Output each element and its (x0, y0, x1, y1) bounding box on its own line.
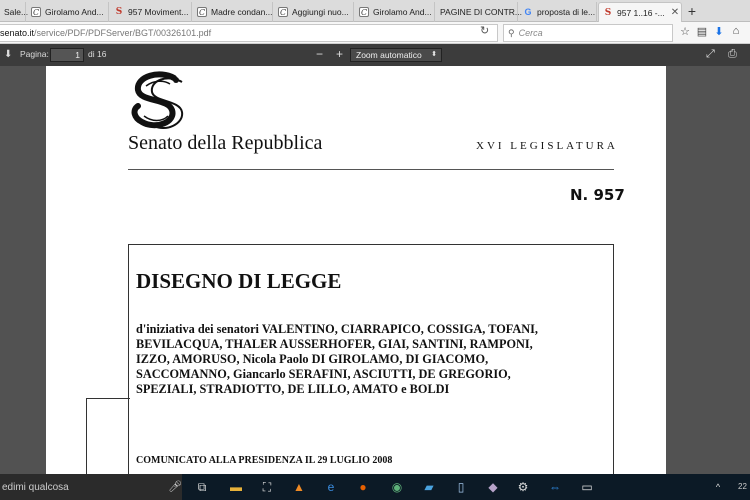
page-number-input[interactable]: 1 (50, 48, 84, 62)
firefox-icon[interactable]: ● (359, 480, 367, 494)
reload-icon[interactable]: ↻ (480, 25, 490, 37)
zoom-value: Zoom automatico (356, 50, 422, 60)
search-placeholder: Cerca (518, 28, 543, 38)
taskbar-search-text: edimi qualcosa (2, 481, 69, 493)
pdf-page (46, 66, 666, 486)
settings-gear-icon[interactable]: ⚙ (517, 480, 529, 494)
updown-icon: ⬍ (431, 51, 437, 58)
search-input[interactable] (503, 24, 673, 42)
browser-tab[interactable] (355, 2, 435, 22)
browser-tab[interactable] (436, 2, 523, 22)
app-icon[interactable]: ▭ (581, 480, 593, 494)
tab-label: 957 1..16 -... (617, 7, 665, 18)
app-icon[interactable]: ◉ (391, 480, 403, 494)
app-icon[interactable]: ◆ (488, 480, 498, 494)
taskbar-search[interactable] (0, 474, 182, 500)
close-icon[interactable]: ✕ (670, 7, 680, 18)
browser-tab[interactable] (110, 2, 192, 22)
taskbar (0, 474, 750, 500)
app-icon[interactable]: ▯ (457, 480, 465, 494)
bookmark-star-icon[interactable]: ☆ (680, 26, 690, 38)
tab-label: Girolamo And... (45, 7, 104, 17)
browser-tab[interactable] (519, 2, 597, 22)
notifications-chevron-icon[interactable]: ^ (715, 482, 721, 492)
browser-tab[interactable] (193, 2, 273, 22)
page-total: di 16 (88, 49, 107, 59)
download-icon[interactable]: ⬇ (714, 26, 724, 38)
initiative-text (136, 322, 592, 397)
url-host: senato.it (0, 28, 35, 38)
document-icon: C (198, 7, 206, 17)
document-icon: C (279, 7, 287, 17)
document-icon: C (360, 7, 368, 17)
sidebar-toggle-icon[interactable]: ⬇ (4, 49, 13, 60)
page-label: Pagina: (20, 49, 49, 59)
initiative-line: BEVILACQUA, THALER AUSSERHOFER, GIAI, SANTINI, RAMPONI, (136, 337, 533, 351)
tab-strip (0, 0, 750, 22)
institution-title: Senato della Repubblica (128, 132, 323, 154)
url-path: /service/PDF/PDFServer/BGT/00326101.pdf (34, 28, 212, 38)
zoom-out-button[interactable]: − (316, 47, 324, 61)
browser-tab[interactable] (0, 2, 29, 22)
zoom-select[interactable] (350, 48, 442, 62)
document-icon: C (32, 7, 40, 17)
tab-label: Aggiungi nuo... (292, 7, 349, 17)
senato-icon: S (115, 7, 123, 17)
tab-label: PAGINE DI CONTR... (440, 7, 523, 17)
senato-icon: S (604, 7, 612, 18)
home-icon[interactable]: ⌂ (732, 25, 740, 37)
search-icon: ⚲ (508, 27, 515, 38)
zoom-in-button[interactable]: + (336, 47, 344, 61)
vlc-icon[interactable]: ▲ (293, 480, 305, 494)
browser-tab-active[interactable] (598, 2, 682, 22)
document-heading: DISEGNO DI LEGGE (136, 269, 342, 293)
initiative-line: d'iniziativa dei senatori VALENTINO, CIARRAPICO, COSSIGA, TOFANI, (136, 322, 538, 336)
fullscreen-icon[interactable]: ⤢ (706, 48, 715, 60)
print-icon[interactable]: ⎙ (728, 48, 737, 60)
navigation-bar (0, 22, 750, 44)
clock: 22 (738, 482, 747, 491)
pdf-viewer[interactable] (0, 66, 750, 474)
tab-label: 957 Moviment... (128, 7, 189, 17)
initiative-line: SPEZIALI, STRADIOTTO, DE LILLO, AMATO e BOLDI (136, 382, 450, 396)
teamviewer-icon[interactable]: ⇔ (549, 480, 561, 494)
tab-label: proposta di le... (537, 7, 596, 17)
microphone-icon[interactable]: 🎤︎ (168, 481, 182, 493)
edge-icon[interactable]: e (327, 480, 335, 494)
task-view-icon[interactable]: ⧉ (197, 479, 207, 494)
browser-tab[interactable] (274, 2, 354, 22)
url-bar[interactable] (0, 24, 498, 42)
initiative-line: IZZO, AMORUSO, Nicola Paolo DI GIROLAMO, DI GIACOMO, (136, 352, 489, 366)
document-number: N. 957 (570, 186, 625, 204)
google-icon: G (524, 7, 532, 17)
initiative-line: SACCOMANNO, Giancarlo SERAFINI, ASCIUTTI, DE GREGORIO, (136, 367, 511, 381)
tab-label: Girolamo And... (373, 7, 432, 17)
pdf-toolbar (0, 44, 750, 66)
legislatura-label: XVI LEGISLATURA (476, 140, 618, 152)
comunicato-line: COMUNICATO ALLA PRESIDENZA IL 29 LUGLIO 2008 (136, 455, 393, 466)
browser-tab[interactable] (27, 2, 109, 22)
tab-label: Madre condan... (211, 7, 273, 17)
reading-list-icon[interactable]: ▤ (696, 26, 708, 38)
new-tab-icon[interactable]: + (687, 3, 697, 19)
app-icon[interactable]: ▰ (424, 480, 434, 494)
file-explorer-icon[interactable]: ▬ (230, 480, 242, 494)
store-icon[interactable]: ⛶ (262, 479, 272, 494)
header-divider (128, 169, 614, 170)
tab-label: Sale... (4, 7, 29, 17)
senato-logo-icon (124, 72, 194, 132)
